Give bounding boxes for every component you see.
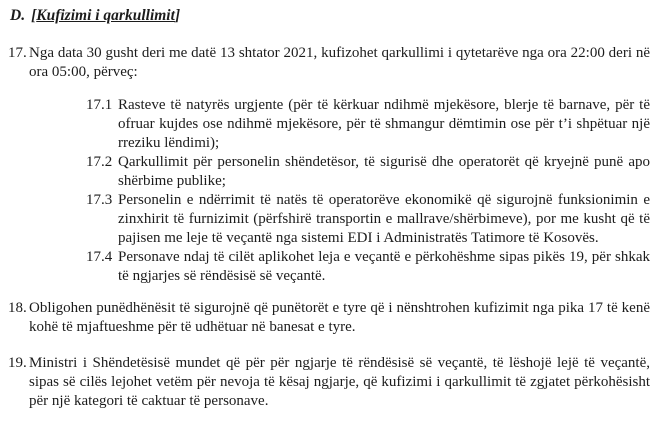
subitem-17-4-number: 17.4 [86,249,113,265]
subitem-17-2-text: Qarkullimit për personelin shëndetësor, të sigurisë dhe operatorët që kryejnë punë apo shërbime publike; [118,154,650,189]
subitem-17-3-text: Personelin e ndërrimit të natës të operatorëve ekonomikë që sigurojnë funksionimin e zinxhirit të furnizimit (përfshirë transportin e mallrave/shërbimeve), por me kusht që të pajisen me leje të veçantë nga sistemi EDI i Administratës Tatimore të Kosovës. [118,192,650,246]
list-item-18 [8,299,650,337]
section-heading [10,6,650,26]
open-bracket: [ [31,7,37,24]
item-18-number: 18. [8,300,27,316]
subitem-17-1 [86,96,650,153]
item-19-text: Ministri i Shëndetësisë mundet që për për ngjarje të rëndësisë së veçantë, të lëshojë lejë të veçantë, sipas së cilës lejohet vetëm për nevoja të kësaj ngjarje, që kufizimi i qarkullimit të zgjatet përkohësisht për një kategori të caktuar të personave. [29,355,650,409]
subitem-17-3-number: 17.3 [86,192,113,208]
item-19-number: 19. [8,355,27,371]
item-18-text: Obligohen punëdhënësit të sigurojnë që punëtorët e tyre që i nënshtrohen kufizimit nga pika 17 të kenë kohë të mjaftueshme për të udhëtuar në banesat e tyre. [29,300,650,335]
subitem-17-1-number: 17.1 [86,97,113,113]
subitem-17-2-number: 17.2 [86,154,113,170]
list-item-19 [8,354,650,411]
section-letter: D. [10,7,26,24]
list-item-17 [8,44,650,82]
subitem-17-4-text: Personave ndaj të cilët aplikohet leja e veçantë e përkohëshme sipas pikës 19, për shkak të ngjarjes së rëndësisë së veçantë. [118,249,650,284]
close-bracket: ] [174,7,181,24]
subitem-17-3 [86,191,650,248]
sublist-17 [86,96,650,286]
item-17-text: Nga data 30 gusht deri me datë 13 shtator 2021, kufizohet qarkullimi i qytetarëve nga ora 22:00 deri në ora 05:00, përveç: [29,45,650,80]
subitem-17-2 [86,153,650,191]
item-17-number: 17. [8,45,27,61]
subitem-17-4 [86,248,650,286]
subitem-17-1-text: Rasteve të natyrës urgjente (për të kërkuar ndihmë mjekësore, blerje të barnave, për të ofruar kujdes ose ndihmë mjekësore, për të shmangur dëmtimin ose për t’i shpëtuar një rreziku lëndimi); [118,97,650,151]
section-title: Kufizimi i qarkullimit [36,7,175,24]
